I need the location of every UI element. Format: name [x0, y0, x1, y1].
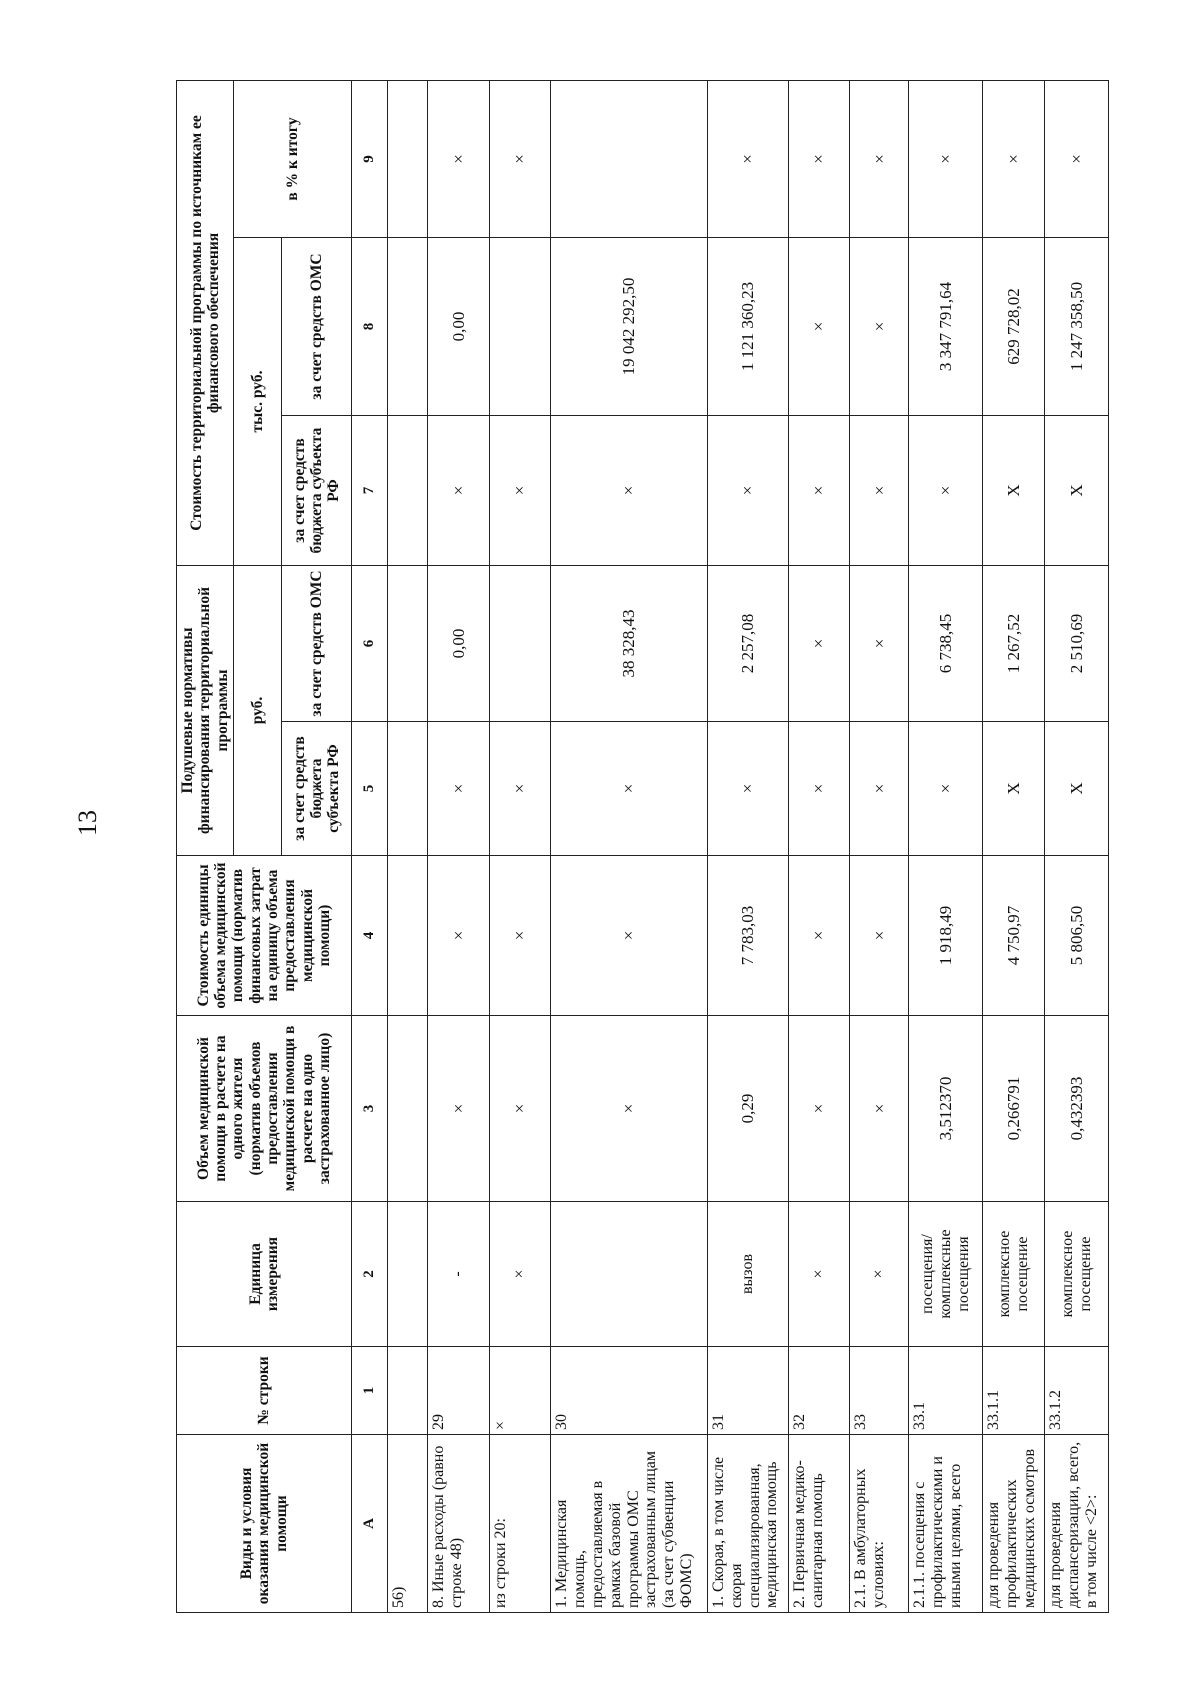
- cell-per-capita-oms: [388, 566, 428, 722]
- table-row: [788, 80, 849, 1612]
- table-row: [489, 80, 550, 1612]
- index-cell: 1: [352, 1347, 388, 1435]
- header-col-9: в % к итогу: [234, 80, 352, 237]
- cell-cost-budget: ×: [909, 416, 983, 566]
- cell-cost-oms: ×: [850, 238, 909, 416]
- cell-percent: ×: [707, 80, 788, 237]
- header-col-a: Виды и условия оказания медицинской помощи: [177, 1435, 352, 1613]
- table-row: [388, 80, 428, 1612]
- cell-per-capita-oms: ×: [850, 566, 909, 722]
- cell-percent: ×: [1045, 80, 1109, 237]
- cell-volume: [388, 1016, 428, 1202]
- cell-percent: [550, 80, 707, 237]
- index-cell: 4: [352, 856, 388, 1016]
- cell-per-capita-oms: 6 738,45: [909, 566, 983, 722]
- header-col-4: Стоимость единицы объема медицинской помощи (норматив финансовых затрат на единицу объема предоставления медицинской помощи): [177, 856, 352, 1016]
- cell-unit: комплексное посещение: [1045, 1202, 1109, 1347]
- cell-row-label: для проведения профилактических медицинских осмотров: [983, 1435, 1045, 1613]
- cell-row-number: [388, 1347, 428, 1435]
- cell-unit: [550, 1202, 707, 1347]
- cell-cost-budget: Х: [1045, 416, 1109, 566]
- cell-unit-cost: [388, 856, 428, 1016]
- cell-percent: [388, 80, 428, 237]
- cell-row-label: 2.1. В амбулаторных условиях:: [850, 1435, 909, 1613]
- cell-volume: ×: [850, 1016, 909, 1202]
- cell-volume: 3,512370: [909, 1016, 983, 1202]
- cell-unit: -: [428, 1202, 489, 1347]
- cell-row-number: 33: [850, 1347, 909, 1435]
- cell-cost-budget: ×: [489, 416, 550, 566]
- cell-row-number: 32: [788, 1347, 849, 1435]
- cell-volume: ×: [489, 1016, 550, 1202]
- cell-cost-budget: ×: [428, 416, 489, 566]
- cell-row-label: 2.1.1. посещения с профилактическими и иными целями, всего: [909, 1435, 983, 1613]
- cell-cost-oms: [388, 238, 428, 416]
- cell-row-number: 33.1: [909, 1347, 983, 1435]
- cell-per-capita-budget: ×: [550, 722, 707, 856]
- cell-row-number: 33.1.1: [983, 1347, 1045, 1435]
- cell-cost-budget: Х: [983, 416, 1045, 566]
- table-row: [909, 80, 983, 1612]
- cell-cost-oms: 3 347 791,64: [909, 238, 983, 416]
- cell-row-number: 30: [550, 1347, 707, 1435]
- cell-per-capita-oms: 2 257,08: [707, 566, 788, 722]
- cell-per-capita-oms: ×: [788, 566, 849, 722]
- cell-cost-oms: [489, 238, 550, 416]
- cell-per-capita-oms: 38 328,43: [550, 566, 707, 722]
- cell-volume: ×: [428, 1016, 489, 1202]
- cell-per-capita-budget: ×: [788, 722, 849, 856]
- cell-unit-cost: 1 918,49: [909, 856, 983, 1016]
- cell-unit-cost: 7 783,03: [707, 856, 788, 1016]
- cell-per-capita-budget: [388, 722, 428, 856]
- cell-volume: 0,432393: [1045, 1016, 1109, 1202]
- cell-row-label: из строки 20:: [489, 1435, 550, 1613]
- cell-unit-cost: ×: [850, 856, 909, 1016]
- cell-row-number: 31: [707, 1347, 788, 1435]
- cell-unit: ×: [489, 1202, 550, 1347]
- header-unit-rub: руб.: [234, 566, 282, 856]
- cell-percent: ×: [788, 80, 849, 237]
- cell-unit-cost: 4 750,97: [983, 856, 1045, 1016]
- header-col-6: за счет средств ОМС: [282, 566, 352, 722]
- cell-cost-oms: ×: [788, 238, 849, 416]
- cell-per-capita-budget: ×: [489, 722, 550, 856]
- cell-per-capita-budget: ×: [909, 722, 983, 856]
- table-row: [1045, 80, 1109, 1612]
- index-cell: 7: [352, 416, 388, 566]
- cell-cost-oms: 0,00: [428, 238, 489, 416]
- cell-cost-budget: ×: [707, 416, 788, 566]
- cell-cost-budget: [388, 416, 428, 566]
- table-row: [550, 80, 707, 1612]
- index-cell: 3: [352, 1016, 388, 1202]
- cell-unit-cost: ×: [428, 856, 489, 1016]
- cell-per-capita-oms: 2 510,69: [1045, 566, 1109, 722]
- cell-row-label: 1. Скорая, в том числе скорая специализированная, медицинская помощь: [707, 1435, 788, 1613]
- cell-per-capita-oms: [489, 566, 550, 722]
- header-col-8: за счет средств ОМС: [282, 238, 352, 416]
- cell-percent: ×: [850, 80, 909, 237]
- cell-unit: посещения/комплексные посещения: [909, 1202, 983, 1347]
- cell-unit: [388, 1202, 428, 1347]
- cell-volume: 0,29: [707, 1016, 788, 1202]
- header-col-5: за счет средств бюджета субъекта РФ: [282, 722, 352, 856]
- index-cell: 5: [352, 722, 388, 856]
- cell-unit-cost: ×: [489, 856, 550, 1016]
- cell-row-number: 29: [428, 1347, 489, 1435]
- header-col-7: за счет средств бюджета субъекта РФ: [282, 416, 352, 566]
- cell-unit: вызов: [707, 1202, 788, 1347]
- index-cell: 8: [352, 238, 388, 416]
- cell-unit-cost: ×: [550, 856, 707, 1016]
- header-col-3: Объем медицинской помощи в расчете на одного жителя (норматив объемов предоставления медицинской помощи в расчете на одно застрахованное лицо): [177, 1016, 352, 1202]
- cell-cost-oms: 629 728,02: [983, 238, 1045, 416]
- cell-cost-oms: 19 042 292,50: [550, 238, 707, 416]
- index-cell: 2: [352, 1202, 388, 1347]
- cell-cost-oms: 1 121 360,23: [707, 238, 788, 416]
- cell-row-number: 33.1.2: [1045, 1347, 1109, 1435]
- cell-row-label: 2. Первичная медико-санитарная помощь: [788, 1435, 849, 1613]
- index-cell: А: [352, 1435, 388, 1613]
- cell-unit: комплексное посещение: [983, 1202, 1045, 1347]
- header-group-per-capita: Подушевые нормативы финансирования территориальной программы: [177, 566, 234, 856]
- cell-unit: ×: [788, 1202, 849, 1347]
- index-cell: 9: [352, 80, 388, 237]
- header-unit-thousand: тыс. руб.: [234, 238, 282, 566]
- cell-percent: ×: [983, 80, 1045, 237]
- cell-cost-oms: 1 247 358,50: [1045, 238, 1109, 416]
- header-group-cost: Стоимость территориальной программы по источникам ее финансового обеспечения: [177, 80, 234, 565]
- cell-row-number: ×: [489, 1347, 550, 1435]
- cell-volume: 0,266791: [983, 1016, 1045, 1202]
- header-col-1: № строки: [177, 1347, 352, 1435]
- rotated-table-wrapper: [176, 81, 1109, 1613]
- cell-per-capita-oms: 0,00: [428, 566, 489, 722]
- header-col-2: Единица измерения: [177, 1202, 352, 1347]
- financing-table: [176, 80, 1109, 1613]
- cell-unit-cost: ×: [788, 856, 849, 1016]
- index-cell: 6: [352, 566, 388, 722]
- cell-percent: ×: [909, 80, 983, 237]
- cell-per-capita-budget: ×: [707, 722, 788, 856]
- cell-per-capita-budget: ×: [428, 722, 489, 856]
- table-row: [850, 80, 909, 1612]
- cell-row-label: 8. Иные расходы (равно строке 48): [428, 1435, 489, 1613]
- cell-per-capita-budget: Х: [983, 722, 1045, 856]
- cell-percent: ×: [428, 80, 489, 237]
- cell-cost-budget: ×: [850, 416, 909, 566]
- cell-row-label: 1. Медицинская помощь, предоставляемая в рамках базовой программы ОМС застрахованным лицам (за счет субвенции ФОМС): [550, 1435, 707, 1613]
- cell-cost-budget: ×: [788, 416, 849, 566]
- page-number: 13: [73, 810, 102, 836]
- cell-unit: ×: [850, 1202, 909, 1347]
- table-row: [707, 80, 788, 1612]
- cell-per-capita-budget: Х: [1045, 722, 1109, 856]
- cell-percent: ×: [489, 80, 550, 237]
- cell-per-capita-oms: 1 267,52: [983, 566, 1045, 722]
- cell-volume: ×: [788, 1016, 849, 1202]
- index-row: [352, 80, 388, 1612]
- cell-row-label: для проведения диспансеризации, всего, в том числе <2>:: [1045, 1435, 1109, 1613]
- table-row: [428, 80, 489, 1612]
- cell-cost-budget: ×: [550, 416, 707, 566]
- cell-row-label: 56): [388, 1435, 428, 1613]
- table-row: [983, 80, 1045, 1612]
- cell-per-capita-budget: ×: [850, 722, 909, 856]
- cell-volume: ×: [550, 1016, 707, 1202]
- cell-unit-cost: 5 806,50: [1045, 856, 1109, 1016]
